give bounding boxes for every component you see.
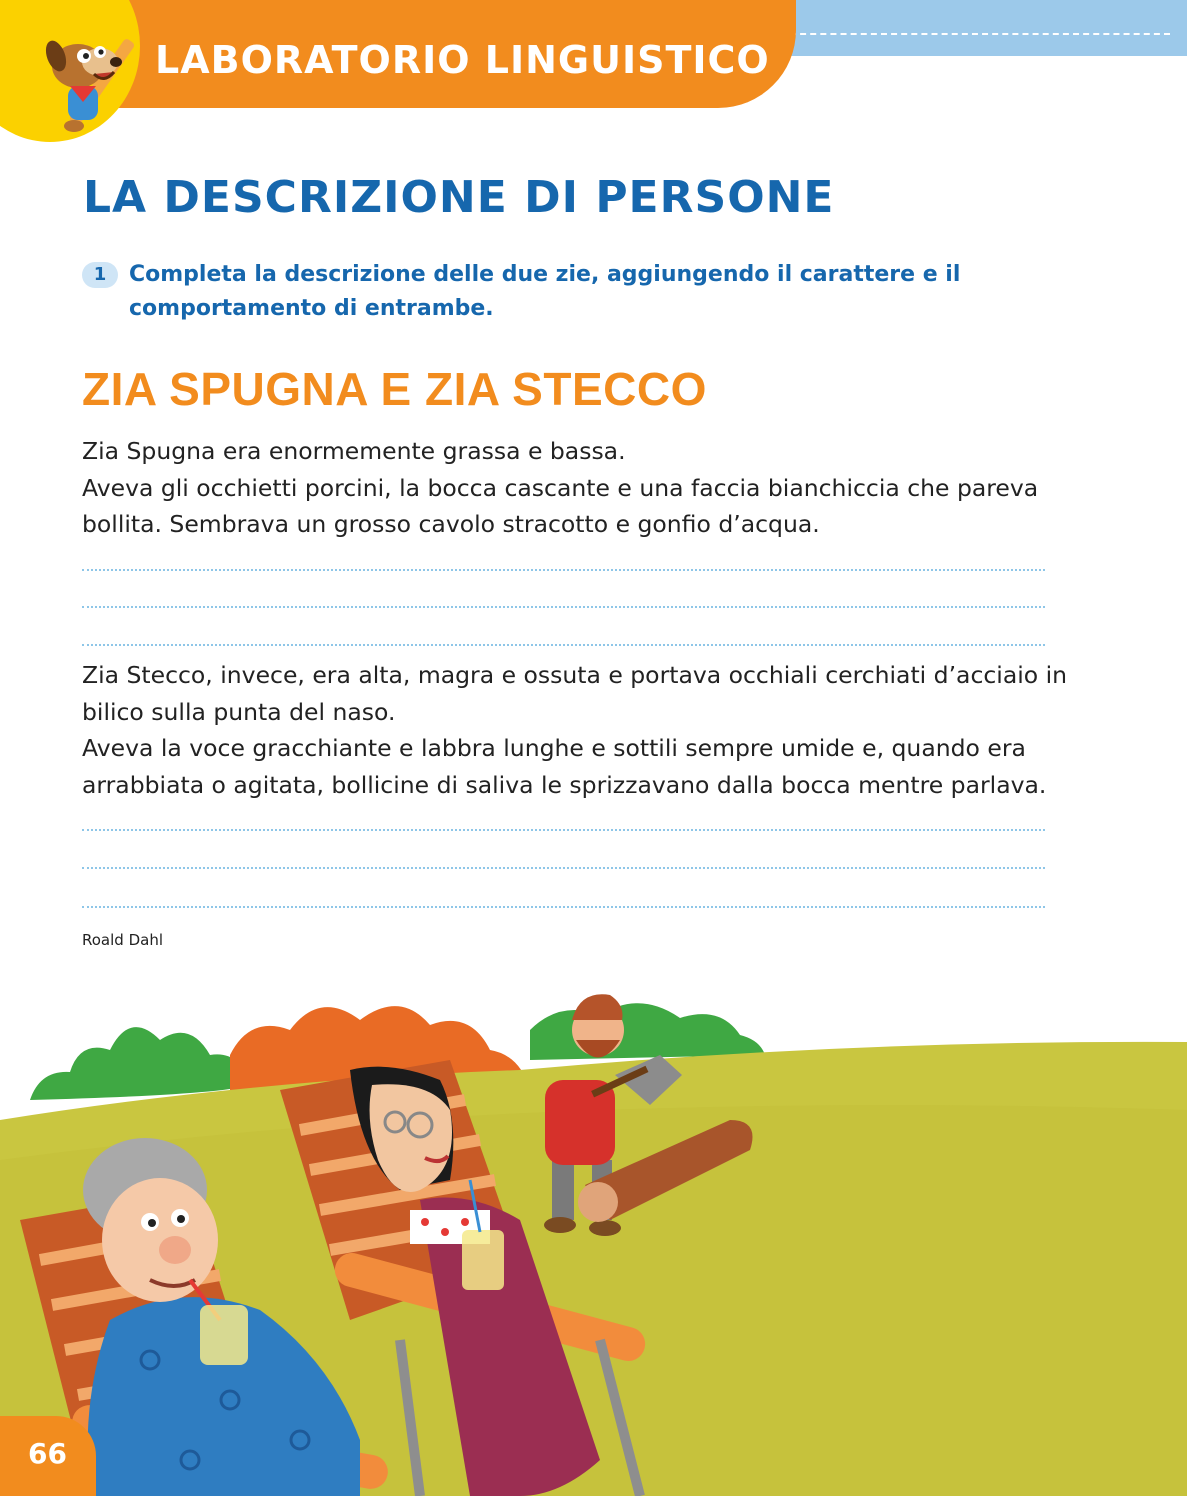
author-credit: Roald Dahl: [82, 931, 163, 949]
header-blue-band: [760, 0, 1187, 56]
writing-line[interactable]: [82, 606, 1045, 608]
green-bush-right: [530, 1003, 765, 1060]
writing-line[interactable]: [82, 906, 1045, 908]
writing-line[interactable]: [82, 867, 1045, 869]
aunts-garden-illustration: [0, 960, 1187, 1496]
page-title: LA DESCRIZIONE DI PERSONE: [83, 172, 835, 223]
section-title: LABORATORIO LINGUISTICO: [155, 38, 770, 82]
header-dashed-line: [790, 33, 1170, 35]
description-paragraph-spugna: Zia Spugna era enormemente grassa e bassa. Aveva gli occhietti porcini, la bocca cascante e una faccia bianchiccia che pareva bollita. Sembrava un grosso cavolo stracotto e gonfio d’acqua.: [82, 437, 1039, 538]
page-number: 66: [28, 1437, 67, 1470]
exercise-instruction: Completa la descrizione delle due zie, aggiungendo il carattere e il comportamento di entrambe.: [129, 262, 961, 321]
description-paragraph-stecco: Zia Stecco, invece, era alta, magra e ossuta e portava occhiali cerchiati d’acciaio in bilico sulla punta del naso. Aveva la voce gracchiante e labbra lunghe e sottili sempre umide e, quando era arrabbiata o agitata, bollicine di saliva le sprizzavano dalla bocca mentre parlava.: [82, 661, 1068, 799]
dog-mascot-icon: [36, 22, 146, 140]
writing-line[interactable]: [82, 569, 1045, 571]
green-bush-left: [30, 1027, 250, 1100]
exercise-number-badge: 1: [82, 262, 118, 288]
writing-line[interactable]: [82, 644, 1045, 646]
writing-line[interactable]: [82, 829, 1045, 831]
story-title: ZIA SPUGNA E ZIA STECCO: [82, 363, 707, 415]
